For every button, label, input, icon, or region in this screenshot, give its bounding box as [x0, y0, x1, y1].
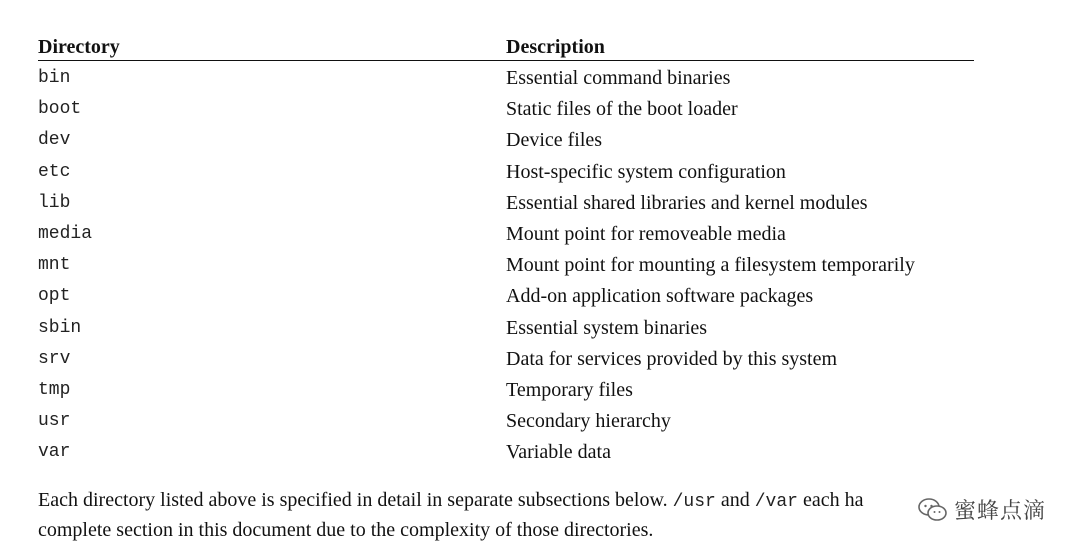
directory-name: media: [38, 223, 93, 244]
directory-name: tmp: [38, 379, 71, 400]
directory-table: [38, 34, 974, 468]
watermark-text: 蜜蜂点滴: [953, 499, 1046, 524]
directory-name: opt: [38, 286, 71, 307]
table-row: [38, 94, 974, 125]
wechat-icon: [918, 497, 948, 523]
directory-description: Essential command binaries: [506, 67, 731, 89]
directory-description: Static files of the boot loader: [506, 98, 738, 121]
directory-description: Host-specific system configuration: [506, 160, 786, 183]
paragraph-line-2: complete section in this document due to the complexity of those directories.: [38, 519, 654, 541]
path-var: /var: [754, 492, 798, 512]
directory-description: Essential shared libraries and kernel modules: [506, 191, 868, 214]
paragraph-text-tail: each ha: [797, 489, 864, 511]
paragraph-line-1: [38, 486, 938, 516]
table-row: [38, 344, 974, 375]
directory-name: usr: [38, 411, 71, 432]
table-row: [38, 313, 974, 344]
directory-description: Device files: [506, 129, 603, 152]
table-row: [38, 375, 974, 406]
directory-description: Essential system binaries: [506, 316, 708, 339]
paragraph-text-and: and: [715, 489, 755, 511]
header-description: Description: [506, 36, 605, 58]
directory-name: srv: [38, 348, 71, 369]
directory-description: Secondary hierarchy: [506, 410, 671, 433]
directory-description: Add-on application software packages: [506, 285, 814, 308]
table-row: [38, 63, 974, 94]
table-body: [38, 61, 974, 468]
table-row: [38, 219, 974, 250]
directory-name: bin: [38, 68, 71, 88]
directory-description: Mount point for mounting a filesystem temporarily: [506, 254, 915, 277]
directory-name: etc: [38, 161, 71, 182]
header-directory: Directory: [38, 36, 120, 58]
table-row: [38, 157, 974, 188]
path-usr: /usr: [672, 492, 716, 512]
table-row: [38, 250, 974, 281]
watermark: [918, 494, 1046, 525]
table-row: [38, 406, 974, 437]
table-header: [38, 34, 974, 61]
paragraph-text: Each directory listed above is specified in detail in separate subsections below.: [38, 489, 673, 511]
table-row: [38, 125, 974, 156]
directory-description: Mount point for removeable media: [506, 222, 786, 245]
directory-description: Temporary files: [506, 378, 633, 401]
directory-name: var: [38, 442, 71, 463]
directory-description: Variable data: [506, 441, 611, 464]
directory-name: dev: [38, 130, 71, 151]
directory-name: lib: [38, 192, 71, 213]
directory-name: boot: [38, 99, 82, 120]
directory-name: sbin: [38, 317, 82, 338]
directory-name: mnt: [38, 255, 71, 276]
directory-description: Data for services provided by this system: [506, 347, 838, 370]
table-row: [38, 281, 974, 312]
table-row: [38, 437, 974, 468]
description-paragraph: [38, 486, 938, 544]
table-row: [38, 188, 974, 219]
